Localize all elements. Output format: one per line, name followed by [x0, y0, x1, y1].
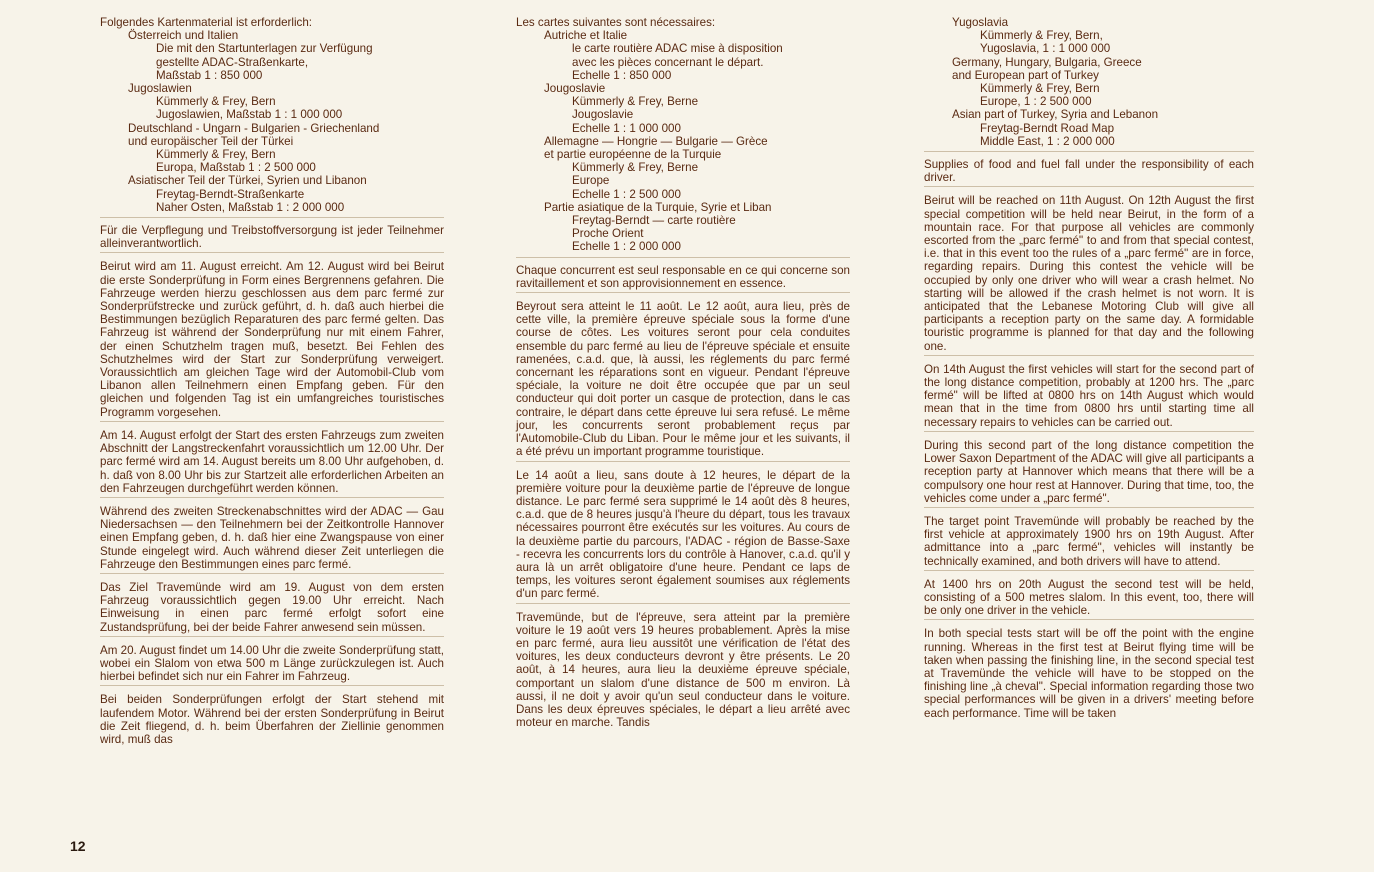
french-maps-heading: Les cartes suivantes sont nécessaires:	[516, 16, 716, 29]
english-paragraph: The target point Travemünde will probably be reached by the first vehicle at approximately 1900 hrs on 19th August. After admittance into a „parc fermé", vehicles will instantly be technically examined, and both drivers will have to attend.	[924, 515, 1254, 571]
german-paragraph: Bei beiden Sonderprüfungen erfolgt der Start stehend mit laufendem Motor. Während bei der ersten Sonderprüfung in Beirut die Zeit fliegend, d. h. beim Überfahren der Ziellinie genommen wird, muß das	[100, 693, 444, 746]
page-number: 12	[70, 838, 86, 854]
german-map-region: Asiatischer Teil der Türkei, Syrien und Libanon	[128, 174, 367, 188]
german-map-region: Österreich und Italien	[128, 29, 239, 43]
english-map-line: Europe, 1 : 2 500 000	[980, 95, 1092, 109]
english-map-line: Freytag-Berndt Road Map	[980, 121, 1115, 135]
english-map-line: Kümmerly & Frey, Bern,	[980, 29, 1103, 43]
german-paragraph: Während des zweiten Streckenabschnittes wird der ADAC — Gau Niedersachsen — den Teilnehmern bei der Zeitkontrolle Hannover einen Empfang geben, d. h. daß hier eine Zwangspause von einer Stunde eingelegt wird. Auch während dieser Zeit unterliegen die Fahrzeuge den Bestimmungen eines parc fermé.	[100, 505, 444, 574]
english-paragraph: Beirut will be reached on 11th August. On 12th August the first special competition will be held near Beirut, in the form of a mountain race. For that purpose all vehicles are commonly escorted from the „parc fermé" to and from that special contest, i.e. that in this event too the rules of a „parc fermé" are in force, regarding repairs. During this contest the vehicle will be occupied by only one driver who will wear a crash helmet. No starting will be allowed if the crash helmet is not worn. It is anticipated that the Lebanese Motoring Club will give all participants a reception party on the same day. A formidable touristic programme is planned for that day and the following one.	[924, 194, 1254, 355]
german-map-region: Deutschland - Ungarn - Bulgarien - Griechenland	[128, 121, 380, 135]
german-paragraph: Das Ziel Travemünde wird am 19. August von dem ersten Fahrzeug voraussichtlich gegen 19.00 Uhr erreicht. Nach Einweisung in einen parc fermé erfolgt sofort eine Zustandsprüfung, bei der beide Fahrer anwesend sein müssen.	[100, 581, 444, 637]
french-map-line: Europe	[572, 174, 610, 188]
french-paragraph: Beyrout sera atteint le 11 août. Le 12 août, aura lieu, près de cette ville, la première épreuve spéciale sous la forme d'une course de côtes. Les voitures seront pour cela conduites ensemble du parc fermé au lieu de l'épreuve spéciale et ensuite ramenées, c.a.d. que, là aussi, les réglements du parc fermé concernant les réparations sont en vigueur. Pendant l'épreuve spéciale, la voiture ne doit être occupée que par un seul conducteur qui doit porter un casque de protection, dans le cas contraire, le départ dans cette épreuve lui sera refusé. Le même jour, les concurrents seront probablement reçus par l'Automobile-Club du Liban. Pour le même jour et les suivants, il a été prévu un important programme touristique.	[516, 300, 850, 461]
english-map-line: Middle East, 1 : 2 000 000	[980, 134, 1115, 148]
german-map-region: Jugoslawien	[128, 82, 192, 96]
english-paragraph: At 1400 hrs on 20th August the second test will be held, consisting of a 500 metres slalom. In this event, too, there will be only one driver in the vehicle.	[924, 578, 1254, 621]
french-paragraph: Chaque concurrent est seul responsable en ce qui concerne son ravitaillement et son approvisionnement en essence.	[516, 264, 850, 293]
german-map-line: Jugoslawien, Maßstab 1 : 1 000 000	[156, 108, 343, 122]
french-map-region: Allemagne — Hongrie — Bulgarie — Grèce	[544, 134, 768, 148]
french-paragraph: Travemünde, but de l'épreuve, sera atteint par la première voiture le 19 août vers 19 heures probablement. Après la mise en parc fermé, aura lieu aussitôt une vérification de l'état des voitures, les deux conducteurs devront y être présents. Le 20 août, à 14 heures, aura lieu la deuxième épreuve spéciale, comportant un slalom d'une distance de 500 m environ. Là aussi, il ne doit y avoir qu'un seul conducteur dans le voiture. Dans les deux épreuves spéciales, le départ a lieu arrêté avec moteur en marche. Tandis	[516, 610, 850, 730]
french-map-line: le carte routière ADAC mise à disposition	[572, 42, 783, 56]
english-map-region: Germany, Hungary, Bulgaria, Greece	[952, 55, 1142, 69]
french-map-line: Echelle 1 : 1 000 000	[572, 121, 681, 135]
french-map-region: Autriche et Italie	[544, 29, 628, 43]
english-paragraph: On 14th August the first vehicles will start for the second part of the long distance competition, probably at 1200 hrs. The „parc fermé" will be lifted at 0800 hrs on 14th August which would mean that in the time from 0800 hrs until starting time all necessary repairs to vehicles can be carried out.	[924, 363, 1254, 432]
german-map-line: Die mit den Startunterlagen zur Verfügung	[156, 42, 373, 56]
german-map-line: Freytag-Berndt-Straßenkarte	[156, 187, 305, 201]
english-map-region: and European part of Turkey	[952, 68, 1099, 82]
english-map-line: Yugoslavia, 1 : 1 000 000	[980, 42, 1111, 56]
german-map-line: Europa, Maßstab 1 : 2 500 000	[156, 161, 316, 175]
english-map-line: Kümmerly & Frey, Bern	[980, 82, 1100, 96]
french-column	[516, 16, 850, 738]
german-maps-heading: Folgendes Kartenmaterial ist erforderlich:	[100, 16, 313, 29]
english-paragraph: In both special tests start will be off the point with the engine running. Whereas in the first test at Beirut flying time will be taken when passing the finishing line, in the second special test at Travemünde the vehicle will have to be stopped on the finishing line „à cheval". Special information regarding those two special performances will be given in a drivers' meeting before each performance. Time will be taken	[924, 627, 1254, 720]
german-paragraph: Am 14. August erfolgt der Start des ersten Fahrzeugs zum zweiten Abschnitt der Langstreckenfahrt voraussichtlich um 12.00 Uhr. Der parc fermé wird am 14. August bereits um 8.00 Uhr aufgehoben, d. h. daß von 8.00 Uhr bis zur Startzeit alle erforderlichen Arbeiten an den Fahrzeugen durchgeführt werden können.	[100, 429, 444, 498]
german-map-line: Naher Osten, Maßstab 1 : 2 000 000	[156, 200, 345, 214]
french-map-line: Proche Orient	[572, 227, 644, 241]
german-paragraph: Beirut wird am 11. August erreicht. Am 12. August wird bei Beirut die erste Sonderprüfung in Form eines Bergrennens gefahren. Die Fahrzeuge werden hierzu geschlossen aus dem parc fermé zur Sonderprüfstrecke und zurück geführt, d. h. daß auch hierbei die Bestimmungen bezüglich Reparaturen des parc fermé gelten. Das Fahrzeug ist während der Sonderprüfung nur mit einem Fahrer, der einen Schutzhelm tragen muß, besetzt. Bei Fehlen des Schutzhelmes wird der Start zur Sonderprüfung verweigert. Voraussichtlich am gleichen Tage wird der Automobil-Club vom Libanon allen Teilnehmern einen Empfang geben. Für den gleichen und folgenden Tag ist ein umfangreiches touristisches Programm vorgesehen.	[100, 260, 444, 421]
german-paragraph: Am 20. August findet um 14.00 Uhr die zweite Sonderprüfung statt, wobei ein Slalom von etwa 500 m Länge zurückzulegen ist. Auch hierbei befindet sich nur ein Fahrer im Fahrzeug.	[100, 644, 444, 687]
english-map-region: Asian part of Turkey, Syria and Lebanon	[952, 108, 1159, 122]
french-map-line: Echelle 1 : 850 000	[572, 68, 672, 82]
french-map-line: Kümmerly & Frey, Berne	[572, 161, 699, 175]
english-paragraph: During this second part of the long distance competition the Lower Saxon Department of the ADAC will give all participants a reception party at Hannover which means that there will be a compulsory one hour rest at Hannover. During that time, too, the vehicles come under a „parc fermé".	[924, 439, 1254, 508]
german-map-line: Kümmerly & Frey, Bern	[156, 148, 276, 162]
german-map-line: Kümmerly & Frey, Bern	[156, 95, 276, 109]
english-column	[924, 16, 1254, 729]
german-maps	[100, 16, 444, 218]
english-paragraph: Supplies of food and fuel fall under the responsibility of each driver.	[924, 158, 1254, 187]
german-paragraph: Für die Verpflegung und Treibstoffversorgung ist jeder Teilnehmer alleinverantwortlich.	[100, 224, 444, 253]
french-map-line: Freytag-Berndt — carte routière	[572, 214, 736, 228]
english-maps	[924, 16, 1254, 152]
french-map-region: Partie asiatique de la Turquie, Syrie et Liban	[544, 200, 772, 214]
german-map-line: gestellte ADAC-Straßenkarte,	[156, 55, 309, 69]
french-map-line: Echelle 1 : 2 000 000	[572, 240, 681, 254]
german-column	[100, 16, 444, 755]
english-map-region: Yugoslavia	[952, 16, 1009, 29]
french-paragraph: Le 14 août a lieu, sans doute à 12 heures, le départ de la première voiture pour la deuxième partie de l'épreuve de longue distance. Le parc fermé sera supprimé le 14 août dès 8 heures, c.a.d. que de 8 heures jusqu'à l'heure du départ, tous les travaux nécessaires pourront être exécutés sur les voitures. Au cours de la deuxième partie du parcours, l'ADAC - région de Basse-Saxe - recevra les concurrents lors du contrôle à Hanover, c.a.d. qu'il y aura là un arrêt obligatoire d'une heure. Pendant ce laps de temps, les voitures seront également soumises aux réglements d'un parc fermé.	[516, 469, 850, 604]
french-maps	[516, 16, 850, 258]
french-map-line: avec les pièces concernant le départ.	[572, 55, 764, 69]
french-map-region: et partie européenne de la Turquie	[544, 148, 722, 162]
german-map-region: und europäischer Teil der Türkei	[128, 134, 294, 148]
german-map-line: Maßstab 1 : 850 000	[156, 68, 263, 82]
french-map-line: Jougoslavie	[572, 108, 634, 122]
french-map-region: Jougoslavie	[544, 82, 606, 96]
french-map-line: Kümmerly & Frey, Berne	[572, 95, 699, 109]
french-map-line: Echelle 1 : 2 500 000	[572, 187, 681, 201]
